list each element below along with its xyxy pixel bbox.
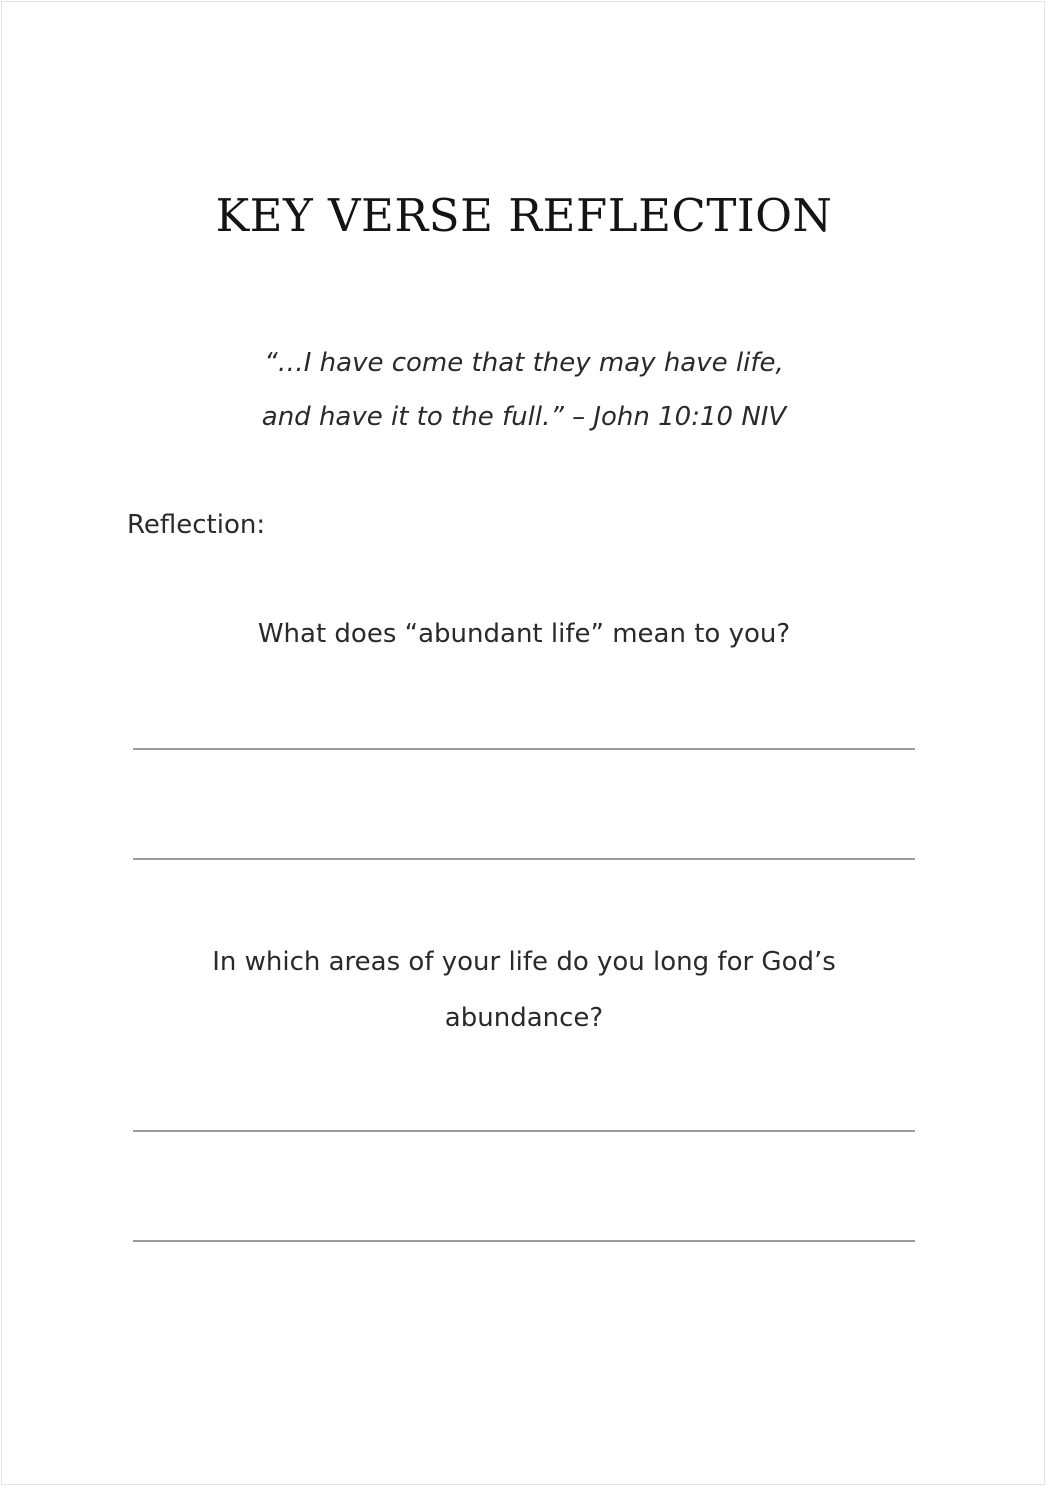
key-verse-quote xyxy=(0,336,1048,444)
question-2-line-2: abundance? xyxy=(444,1003,604,1033)
answer-line-2a[interactable] xyxy=(133,1130,915,1132)
reflection-label: Reflection: xyxy=(127,510,266,540)
verse-line-2: and have it to the full.” – John 10:10 NIV xyxy=(261,402,787,432)
page-title: KEY VERSE REFLECTION xyxy=(215,189,833,242)
answer-line-1b[interactable] xyxy=(133,858,915,860)
question-1-line-1: What does “abundant life” mean to you? xyxy=(257,619,791,649)
question-1 xyxy=(0,606,1048,662)
answer-line-1a[interactable] xyxy=(133,748,915,750)
question-2 xyxy=(0,934,1048,1046)
question-2-line-1: In which areas of your life do you long for God’s xyxy=(212,947,836,977)
verse-line-1: “…I have come that they may have life, xyxy=(264,348,784,378)
answer-line-2b[interactable] xyxy=(133,1240,915,1242)
